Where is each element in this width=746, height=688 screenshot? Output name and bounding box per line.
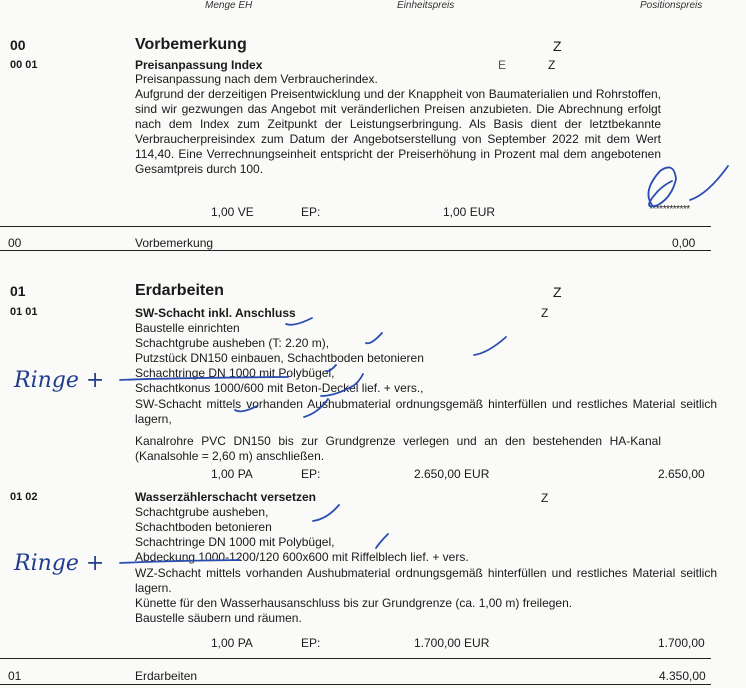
list-item: Schachtkonus 1000/600 mit Beton-Deckel lief. + vers., (135, 381, 424, 395)
pos-01-01-price: 2.650,00 (658, 467, 705, 481)
checkmark-icon (366, 333, 382, 343)
sum-00-title: Vorbemerkung (135, 236, 214, 250)
handwritten-note-ringe-1: Ringe + (14, 368, 105, 393)
pos-00-01-intro: Preisanpassung nach dem Verbraucherindex. (135, 72, 378, 86)
handwritten-note-ringe-2: Ringe + (14, 551, 105, 576)
pos-01-02-qty: 1,00 PA (211, 636, 253, 650)
checkmark-icon (304, 399, 328, 417)
pos-01-02-z: Z (541, 491, 549, 505)
pos-00-01-price: ************ (649, 204, 690, 215)
section-00-title: Vorbemerkung (135, 36, 247, 53)
header-einheitspreis: Einheitspreis (397, 0, 455, 11)
pos-01-02-text3: Künette für den Wasserhausanschluss bis zur Grundgrenze (ca. 1,00 m) freilegen. (135, 596, 573, 610)
list-item: Schachtgrube ausheben (T: 2.20 m), (135, 336, 330, 350)
list-item: Abdeckung 1000-1200/120 600x600 mit Riffelblech lief. + vers. (135, 550, 469, 564)
pos-01-02-price: 1.700,00 (658, 636, 705, 650)
pos-00-01-ep: 1,00 EUR (443, 205, 496, 219)
sum-00-number: 00 (8, 236, 22, 250)
pos-00-01-code: 00 01 (10, 59, 38, 71)
section-00-number: 00 (10, 37, 26, 53)
sum-01-number: 01 (8, 669, 22, 683)
pos-01-01-ep-label: EP: (301, 467, 321, 481)
section-00-z: Z (553, 38, 562, 54)
list-item: Schachtringe DN 1000 mit Polybügel, (135, 366, 335, 380)
header-positionspreis: Positionspreis (640, 0, 703, 11)
list-item: Schachtgrube ausheben, (135, 505, 269, 519)
pos-01-01-text2: SW-Schacht mittels vorhanden Aushubmaterial ordnungsgemäß hinterfüllen und restliches Material seitlich lagern, (135, 397, 717, 426)
section-01-title: Erdarbeiten (135, 282, 224, 299)
checkmark-icon (326, 365, 336, 371)
pos-01-02-ep-label: EP: (301, 636, 321, 650)
underline-icon (120, 560, 240, 563)
list-item: Baustelle einrichten (135, 321, 240, 335)
pos-01-02-text2: WZ-Schacht mittels vorhanden Aushubmaterial ordnungsgemäß hinterfüllen und restliches Material seitlich lagern. (135, 566, 717, 595)
pos-00-01-z: Z (548, 58, 556, 72)
checkmark-icon (474, 337, 506, 355)
pos-00-01-ep-label: EP: (301, 205, 321, 219)
checkmark-icon (235, 406, 257, 411)
checkmark-icon (286, 318, 312, 325)
pos-01-02-code: 01 02 (10, 491, 38, 503)
sum-01-value: 4.350,00 (659, 669, 706, 683)
pos-01-01-qty: 1,00 PA (211, 467, 253, 481)
header-menge-eh: Menge EH (205, 0, 253, 11)
checkmark-icon (313, 505, 339, 521)
signature-icon (690, 166, 728, 200)
pos-01-01-text3: Kanalrohre PVC DN150 bis zur Grundgrenze verlegen und an den bestehenden HA-Kanal (Kanalsohle = 2,60 m) anschließen. (135, 434, 661, 463)
list-item: Schachtboden betonieren (135, 520, 272, 534)
sum-01-title: Erdarbeiten (135, 669, 198, 683)
pos-00-01-title: Preisanpassung Index (135, 58, 263, 72)
pos-00-01-e: E (498, 58, 507, 72)
pos-00-01-text: Aufgrund der derzeitigen Preisentwicklung und der Knappheit von Baumaterialien und Rohrstoffen, sind wir gezwungen das Angebot mit veränderlichen Preisen anzubieten. Die Abrechnung erfolgt nach dem Index zum Zeitpunkt der Leistungserbringung. Als Basis dient der letztbekannte Verbraucherpreisindex zum Datum der Angebotserstellung von September 2022 mit dem Wert 114,40. Eine Verrechnungseinheit entspricht der Preiserhöhung in Prozent mal dem angebotenen Gesamtpreis durch 100. (135, 87, 661, 176)
list-item: Schachtringe DN 1000 mit Polybügel, (135, 535, 335, 549)
list-item: Putzstück DN150 einbauen, Schachtboden betonieren (135, 351, 424, 365)
sum-00-value: 0,00 (672, 236, 696, 250)
section-01-number: 01 (10, 283, 26, 299)
section-01-z: Z (553, 284, 562, 300)
pos-01-01-z: Z (541, 306, 549, 320)
pos-01-01-title: SW-Schacht inkl. Anschluss (135, 306, 296, 320)
underline-icon (120, 377, 288, 380)
pos-00-01-qty: 1,00 VE (211, 205, 254, 219)
pos-01-02-ep: 1.700,00 EUR (414, 636, 490, 650)
checkmark-icon (321, 374, 363, 396)
pos-01-01-ep: 2.650,00 EUR (414, 467, 490, 481)
signature-icon (648, 167, 676, 206)
pos-01-02-text4: Baustelle säubern und räumen. (135, 611, 302, 625)
checkmark-icon (376, 534, 388, 548)
pos-01-02-title: Wasserzählerschacht versetzen (135, 490, 316, 504)
pos-01-01-code: 01 01 (10, 306, 38, 318)
